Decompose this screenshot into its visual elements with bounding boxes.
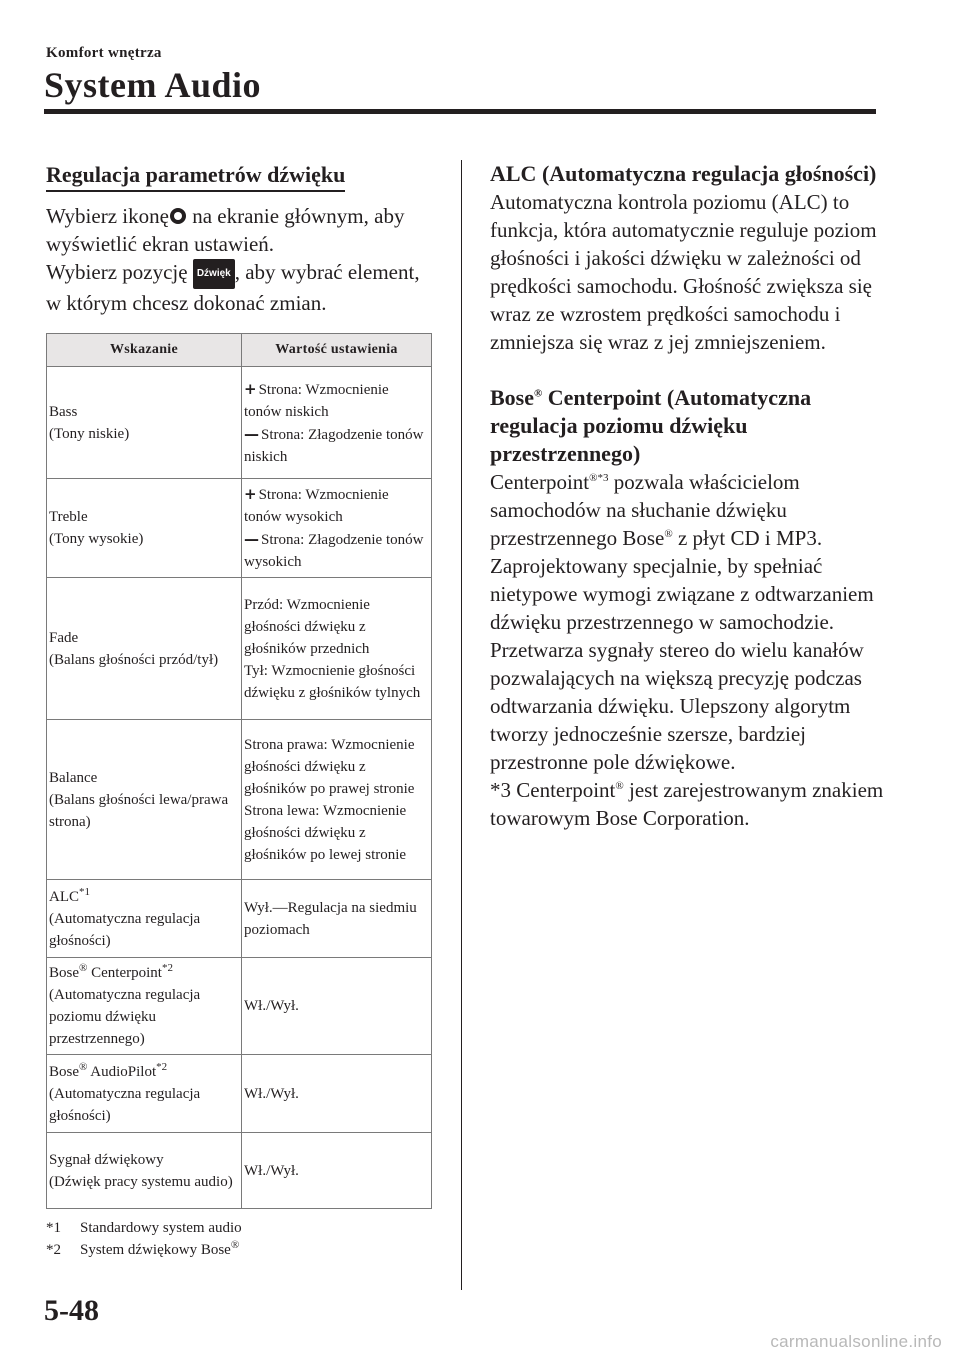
header-rule [44, 109, 876, 114]
plus-icon: + [244, 485, 257, 503]
settings-table [46, 333, 432, 1209]
table-row-bose-centerpoint: Bose® Centerpoint$^{*2}$ (Automatyczna regulacja poziomu dźwięku przestrzennego) Wł./Wył. [47, 958, 432, 1055]
footnote-2: *2 System dźwiękowy Bose® [46, 1239, 240, 1258]
table-row-treble: Treble (Tony wysokie) + Strona: Wzmocnienie tonów wysokich — Strona: Złagodzenie tonów wysokich [47, 479, 432, 578]
col-header-indication: Wskazanie [47, 334, 242, 367]
bose-centerpoint-body: Centerpoint$^{®*3}$ pozwala właścicielom samochodów na słuchanie dźwięku przestrzennego Bose® z płyt CD i MP3. Zaprojektowany specjalnie, by spełniać nietypowe wymogi związane z odtwarzaniem dźwięku przestrzennego w samochodzie. Przetwarza sygnały stereo do wielu kanałów pozwalających na większą precyzję podczas odtwarzania dźwięku. Ulepszony algorytm tworzy jednocześnie szersze, bardziej przestronne pole dźwiękowe. *3 Centerpoint® jest zarejestrowanym znakiem towarowym Bose Corporation. [490, 470, 884, 830]
intro-paragraph-1: Wybierz ikonę na ekranie głównym, aby wyświetlić ekran ustawień. [46, 204, 405, 256]
bose-centerpoint-heading: Bose® Centerpoint (Automatyczna regulacja poziomu dźwięku przestrzennego) [490, 385, 812, 466]
page-number: 5-48 [44, 1294, 99, 1327]
intro-text [46, 202, 432, 317]
table-row-balance: Balance (Balans głośności lewa/prawa strona) Strona prawa: Wzmocnienie głośności dźwięku z głośników po prawej stronie Strona lewa: Wzmocnienie głośności dźwięku z głośników po lewej stronie [47, 720, 432, 880]
table-row-bass: Bass (Tony niskie) + Strona: Wzmocnienie tonów niskich — Strona: Złagodzenie tonów niskich [47, 367, 432, 479]
table-row-bose-audiopilot: Bose® AudioPilot$^{*2}$ (Automatyczna regulacja głośności) Wł./Wył. [47, 1055, 432, 1133]
plus-icon: + [244, 379, 257, 398]
table-row-alc: ALC$^{*1}$ (Automatyczna regulacja głośności) Wył.—Regulacja na siedmiu poziomach [47, 880, 432, 958]
sound-settings-heading: Regulacja parametrów dźwięku [46, 162, 345, 192]
left-column [46, 162, 432, 1261]
table-row-fade: Fade (Balans głośności przód/tył) Przód: Wzmocnienie głośności dźwięku z głośników przednich Tył: Wzmocnienie głośności dźwięku z głośników tylnych [47, 578, 432, 720]
alc-body: Automatyczna kontrola poziomu (ALC) to funkcja, która automatycznie reguluje poziom głośności i jakości dźwięku w zależności od prędkości samochodu. Głośność zwiększa się wraz ze wzrostem prędkości samochodu i zmniejsza się wraz z jej zmniejszeniem. [490, 190, 877, 354]
table-footnotes [46, 1217, 432, 1261]
intro-paragraph-2: Wybierz pozycję Dźwięk , aby wybrać element, w którym chcesz dokonać zmian. [46, 260, 420, 315]
table-row-beep: Sygnał dźwiękowy (Dźwięk pracy systemu audio) Wł./Wył. [47, 1133, 432, 1209]
alc-heading: ALC (Automatyczna regulacja głośności) [490, 161, 877, 186]
minus-icon: — [244, 424, 259, 443]
col-header-setting-value: Wartość ustawienia [242, 334, 432, 367]
chapter-label: Komfort wnętrza [46, 45, 162, 61]
watermark: carmanualsonline.info [770, 1332, 942, 1351]
settings-gear-icon [170, 208, 186, 224]
right-column [490, 160, 890, 832]
column-divider [461, 160, 462, 1290]
section-title: System Audio [44, 65, 262, 105]
minus-icon: — [244, 530, 259, 548]
sound-tab-button-icon: Dźwięk [193, 259, 235, 289]
footnote-1: *1 Standardowy system audio [46, 1220, 242, 1236]
table-header-row [47, 334, 432, 367]
